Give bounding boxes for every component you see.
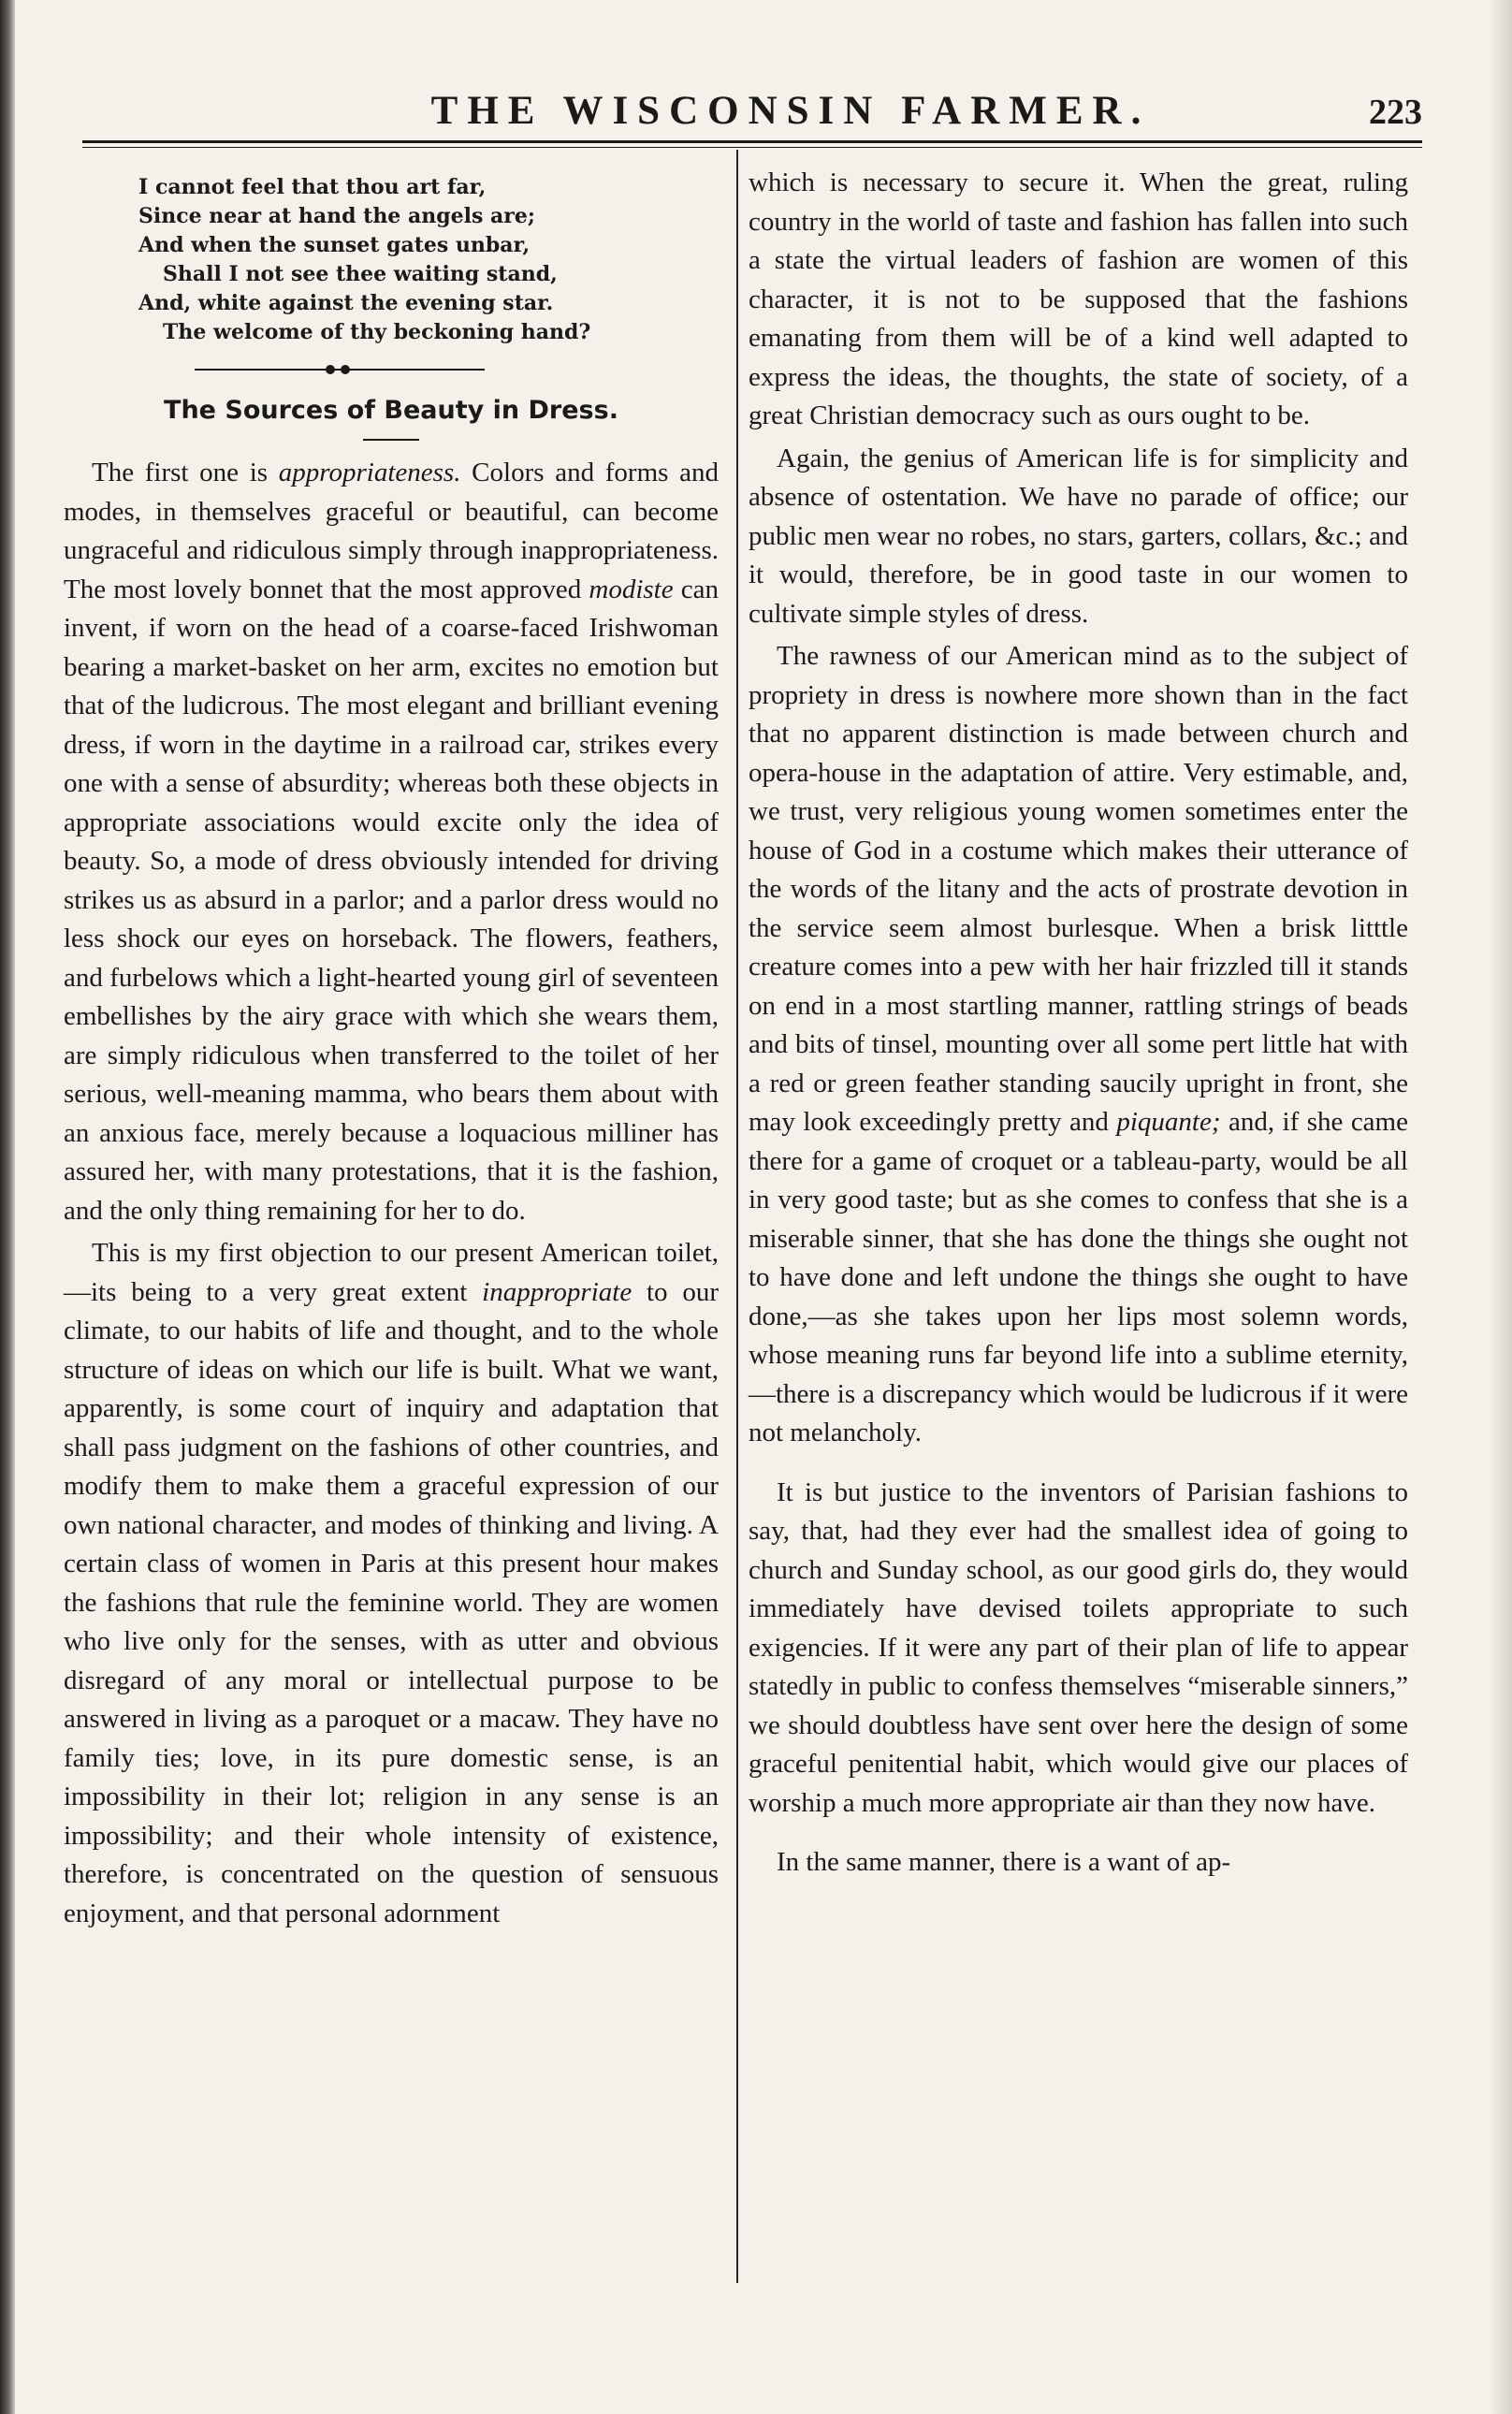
running-title: THE WISCONSIN FARMER. (430, 89, 1151, 133)
poem-line: And, white against the evening star. (138, 291, 554, 315)
poem-line: The welcome of thy beckoning hand? (163, 320, 591, 344)
article-title: The Sources of Beauty in Dress. (164, 396, 618, 425)
page-number: 223 (1369, 93, 1422, 132)
title-rule (363, 439, 419, 441)
header-rule-thin (82, 147, 1422, 148)
emphasis: modiste (589, 574, 674, 604)
emphasis: piquante; (1116, 1107, 1221, 1137)
poem-line: I cannot feel that thou art far, (138, 175, 487, 199)
paragraph: The rawness of our American mind as to the subject of propriety in dress is nowhere more shown than in the fact that no apparent distinction is made between church and opera-house in the adaptation of attire. Very estimable, and, we trust, very religious young women sometimes enter the house of God in a costume which makes their utterance of the words of the litany and the acts of prostrate devotion in the service seem almost burlesque. When a brisk litttle creature comes into a pew with her hair frizzled till it stands on end in a most startling manner, rattling strings of beads and bits of tinsel, mounting over all some pert little hat with a red or green feather standing saucily upright in front, she may look exceedingly pretty and piquante; and, if she came there for a game of croquet or a tableau-party, would be all in very good taste; but as she comes to confess that she is a miserable sinner, that she has done the things she ought not to have done and left undone the things she ought to have done,—as she takes upon her lips most solemn words, whose meaning runs far beyond life into a sublime eternity,—there is a discrepancy which would be ludicrous if it were not melancholy. (749, 641, 1408, 1447)
page-header (75, 84, 1422, 140)
left-column (64, 164, 719, 1933)
paragraph: The first one is appropriateness. Colors and forms and modes, in themselves graceful or beautiful, can become ungraceful and ridiculous simply through inappropriateness. The most lovely bonnet that the most approved modiste can invent, if worn on the head of a coarse-faced Irishwoman bearing a market-basket on her arm, excites no emotion but that of the ludicrous. The most elegant and brilliant evening dress, if worn in the daytime in a railroad car, strikes every one with a sense of absurdity; whereas both these objects in appropriate associations would excite only the idea of beauty. So, a mode of dress obviously intended for driving strikes us as absurd in a parlor; and a parlor dress would no less shock our eyes on horseback. The flowers, feathers, and furbelows which a light-hearted young girl of seventeen embellishes by the airy grace with which she wears them, are simply ridiculous when transferred to the toilet of her serious, well-meaning mamma, who bears them about with an anxious face, merely because a loquacious milliner has assured her, with many protestations, that it is the fashion, and the only thing remaining for her to do. (64, 458, 720, 1226)
emphasis: inappropriate (482, 1276, 632, 1307)
column-divider (736, 150, 738, 2283)
poem-stanza (138, 173, 719, 347)
ornament-dot (341, 365, 350, 374)
poem-line: Shall I not see thee waiting stand, (163, 262, 558, 286)
page-binding-edge (0, 0, 15, 2414)
ornament-dot (326, 365, 335, 374)
paragraph: In the same manner, there is a want of ap- (777, 1847, 1231, 1877)
paragraph: Again, the genius of American life is for simplicity and absence of ostentation. We have no parade of office; our public men wear no robes, no stars, garters, collars, &c.; and it would, therefore, be in good taste in our women to cultivate simple styles of dress. (749, 443, 1408, 629)
poem-line: Since near at hand the angels are; (138, 204, 535, 228)
right-column (749, 164, 1408, 1883)
paragraph: This is my first objection to our present American toilet,—its being to a very great extent inappropriate to our climate, to our habits of life and thought, and to the whole structure of ideas on which our life is built. What we want, apparently, is some court of inquiry and adaptation that shall pass judgment on the fashions of other countries, and modify them to make them a graceful expression of our own national character, and modes of thinking and living. A certain class of women in Paris at this present hour makes the fashions that rule the feminine world. They are women who live only for the senses, with as utter and obvious disregard of any moral or intellectual purpose to be answered in living as a paroquet or a macaw. They have no family ties; love, in its pure domestic sense, is an impossibility in their lot; religion in any sense is an impossibility; and their whole intensity of existence, therefore, is concentrated on the question of sensuous enjoyment, and that personal adornment (64, 1238, 720, 1928)
page-edge-shadow (1490, 0, 1512, 2414)
emphasis: appropriateness. (278, 458, 461, 487)
paragraph: It is but justice to the inventors of Parisian fashions to say, that, had they ever had the smallest idea of going to church and Sunday school, as our good girls do, they would immediately have devised toilets appropriate to such exigencies. If it were any part of their plan of life to appear statedly in public to confess themselves “miserable sinners,” we should doubtless have sent over here the design of some graceful penitential habit, which would give our places of worship a much more appropriate air than they now have. (749, 1476, 1408, 1818)
paragraph-continued: which is necessary to secure it. When the great, ruling country in the world of taste and fashion has fallen into such a state the virtual leaders of fashion are women of this character, it is not to be supposed that the fashions emanating from them will be of a kind well adapted to express the ideas, the thoughts, the state of society, of a great Christian democracy such as ours ought to be. (749, 167, 1408, 430)
header-rule-thick (82, 140, 1422, 143)
poem-line: And when the sunset gates unbar, (138, 233, 531, 257)
section-divider-ornament (195, 364, 485, 375)
